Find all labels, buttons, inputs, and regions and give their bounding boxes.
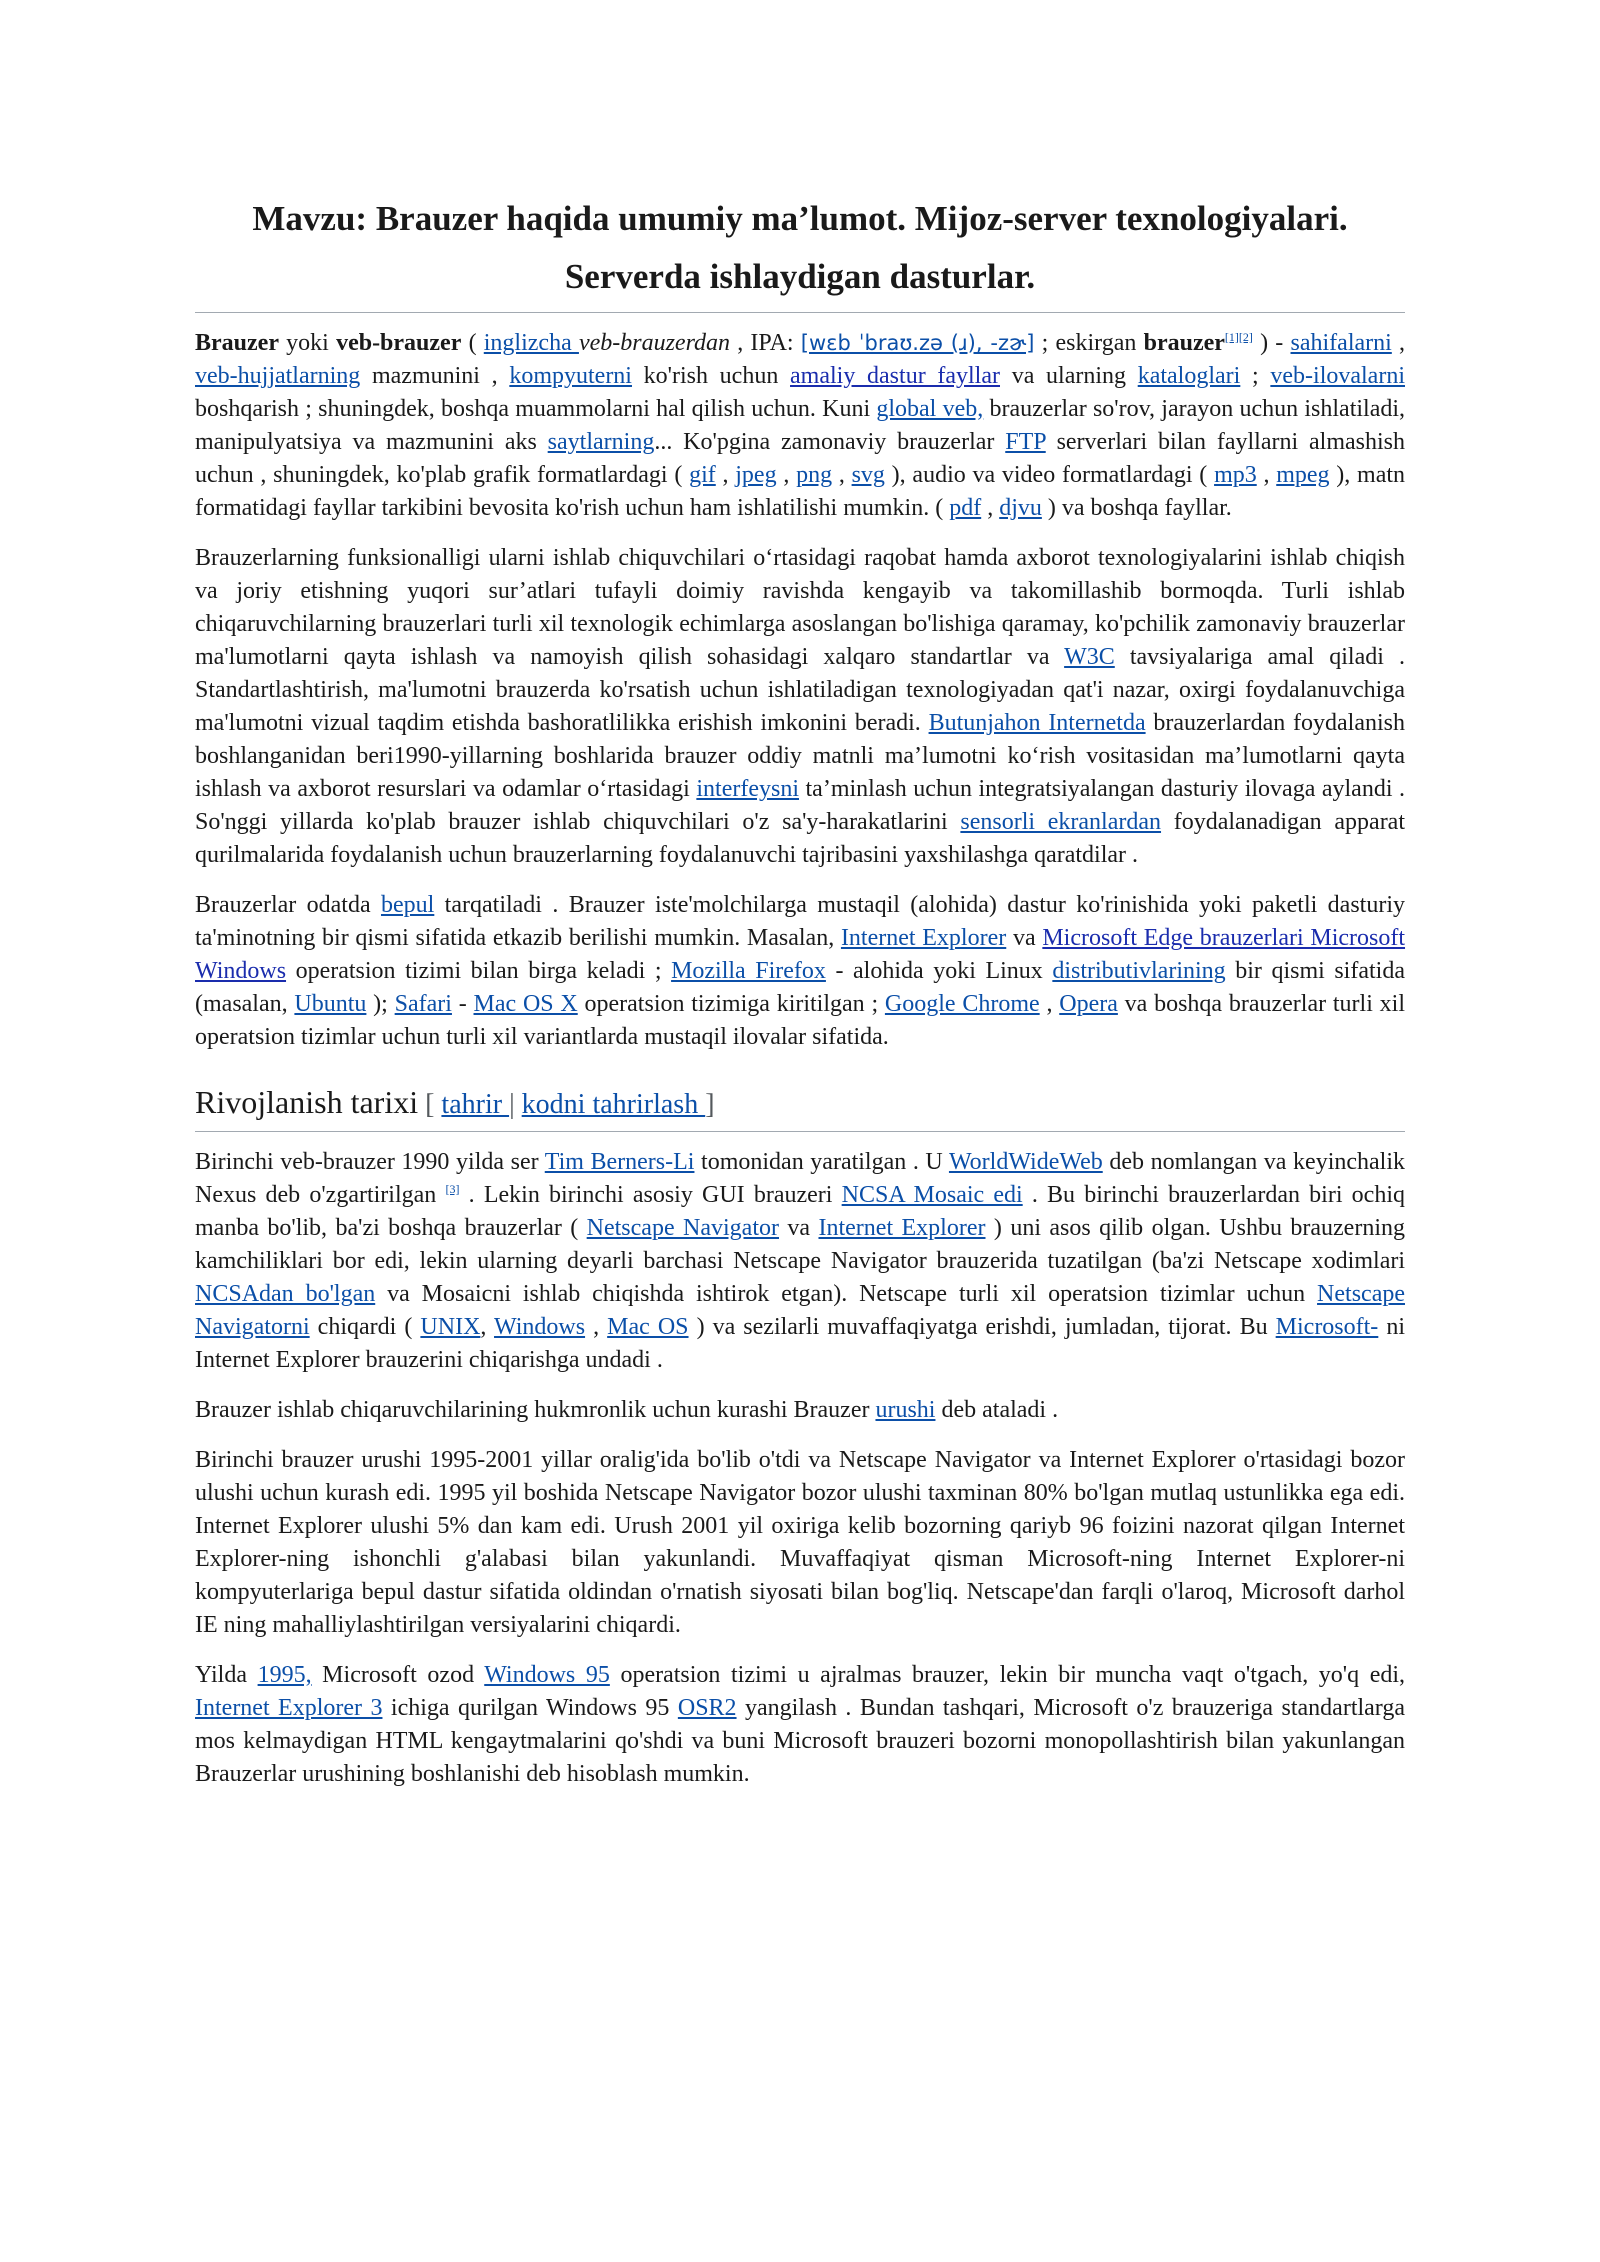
paragraph-browser-war [195,1394,1405,1427]
link-urushi[interactable]: urushi [875,1397,936,1423]
text: ) va boshqa fayllar. [1041,495,1232,521]
link-ftp[interactable]: FTP [1005,429,1046,455]
link-google-chrome[interactable]: Google Chrome [884,991,1040,1017]
title-line-2: Serverda ishlaydigan dasturlar. [564,257,1036,296]
text: ) va sezilarli muvaffaqiyatga erishdi, jumladan, tijorat. Bu [688,1314,1276,1340]
text: ), matn formatidagi fayllar tarkibini bevosita ko'rish uchun ham ishlatilishi mumkin. ( [195,462,1406,521]
link-interfeysni[interactable]: interfeysni [696,776,799,802]
link-mp3[interactable]: mp3 [1214,462,1257,488]
text: bir qismi sifatida (masalan, [195,958,1405,1017]
link-veb-ilovalarni[interactable]: veb-ilovalarni [1270,363,1405,389]
text: ; [1240,363,1271,389]
link-microsoft[interactable]: Microsoft- [1275,1314,1379,1340]
text: deb nomlangan va keyinchalik Nexus deb o'zgartirilgan [195,1149,1406,1208]
text: Microsoft ozod [311,1662,485,1688]
text: , [1256,462,1277,488]
link-ncsa-mosaic[interactable]: NCSA Mosaic edi [841,1182,1023,1208]
text: ta’minlash uchun integratsiyalangan dasturiy ilovaga aylandi . So'nggi yillarda ko'plab brauzer ishlab chiquvchilari o'z sa'y-harakatlarini [195,776,1405,835]
text: brauzerlar so'rov, jarayon uchun ishlatiladi, manipulyatsiya va mazmunini aks [195,396,1406,455]
text: foydalanadigan apparat qurilmalarida foydalanish uchun brauzerlarning foydalanuvchi tajribasini yaxshilashga qaratdilar . [195,809,1406,868]
edit-link[interactable]: tahrir [441,1089,510,1120]
link-mac-os-x[interactable]: Mac OS X [473,991,578,1017]
link-kompyuterni[interactable]: kompyuterni [509,363,632,389]
link-global-veb[interactable]: global veb, [876,396,984,422]
link-veb-hujjatlarning[interactable]: veb-hujjatlarning [195,363,361,389]
link-internet-explorer-3[interactable]: Internet Explorer 3 [195,1695,383,1721]
text: , [832,462,852,488]
text: - [451,991,474,1017]
text: , [776,462,797,488]
link-internet-explorer[interactable]: Internet Explorer [840,925,1007,951]
text: operatsion tizimi u ajralmas brauzer, lekin bir muncha vaqt o'tgach, yo'q edi, [609,1662,1406,1688]
text: , IPA: [730,330,801,356]
text: Brauzer ishlab chiqaruvchilarining hukmronlik uchun kurashi Brauzer [195,1397,876,1423]
section-heading-history [195,1082,1405,1125]
citation-3[interactable] [445,1182,459,1196]
link-windows-95[interactable]: Windows 95 [484,1662,610,1688]
citation-link[interactable]: [3] [445,1182,460,1196]
text: ... Ko'pgina zamonaviy brauzerlar [654,429,1006,455]
text: va Mosaicni ishlab chiqishda ishtirok etgan). Netscape turli xil operatsion tizimlar uchun [375,1281,1318,1307]
link-tim-berners-li[interactable]: Tim Berners-Li [544,1149,695,1175]
text: , [981,495,1000,521]
text: ) - [1252,330,1291,356]
link-opera[interactable]: Opera [1059,991,1118,1017]
link-inglizcha[interactable]: inglizcha [483,330,579,356]
text: ); [366,991,395,1017]
edit-source-link[interactable]: kodni tahrirlash [521,1089,706,1120]
paragraph-first-war [195,1444,1405,1642]
text: . Lekin birinchi asosiy GUI brauzeri [459,1182,842,1208]
title-divider [195,312,1405,313]
text: tomonidan yaratilgan . U [694,1149,949,1175]
link-saytlarning[interactable]: saytlarning [547,429,655,455]
paragraph-first-browser [195,1146,1405,1377]
text: boshqarish ; shuningdek, boshqa muammolarni hal qilish uchun. Kuni [195,396,877,422]
link-internet-explorer-2[interactable]: Internet Explorer [818,1215,986,1241]
paragraph-windows-95 [195,1659,1405,1791]
link-netscape-navigator[interactable]: Netscape Navigator [586,1215,779,1241]
term-brauzer-old: brauzer [1143,330,1225,356]
text: Brauzerlarning funksionalligi ularni ishlab chiquvchilari o‘rtasidagi raqobat hamda axborot texnologiyalarini ishlab chiqish va joriy etishning yuqori sur’atlari tufayli doimiy ravishda kengayib va takomillashib bormoqda. Turli ishlab chiqaruvchilarning brauzerlari turli xil texnologik echimlarga asoslangan bo'lishiga qaramay, ko'pchilik zamonaviy brauzerlar ma'lumotlarni qayta ishlash va namoyish qilish sohasidagi xalqaro standartlar va [195,545,1405,670]
link-mac-os[interactable]: Mac OS [607,1314,689,1340]
text: yangilash . Bundan tashqari, Microsoft o'z brauzeriga standartlarga mos kelmaydigan HTML kengaytmalarini qo'shdi va buni Microsoft brauzeri bozorni monopollashtirish bilan yakunlangan Brauzerlar urushining boshlanishi deb hisoblash mumkin. [195,1695,1406,1787]
link-w3c[interactable]: W3C [1064,644,1115,670]
edit-bracket-open: [ [418,1089,442,1120]
link-1995[interactable]: 1995, [257,1662,312,1688]
section-divider [195,1131,1405,1132]
text: mazmunini , [360,363,510,389]
text: tarqatiladi . Brauzer iste'molchilarga mustaqil (alohida) dastur ko'rinishida yoki paketli dasturiy ta'minotning bir qismi sifatida etkazib berilishi mumkin. Masalan, [195,892,1406,951]
text: yoki [278,330,337,356]
text: , [1039,991,1060,1017]
text: tavsiyalariga amal qiladi . Standartlashtirish, ma'lumotni brauzerda ko'rsatish uchun ishlatiladigan texnologiyadan qat'i nazar, oxirgi foydalanuvchiga ma'lumotni vizual taqdim etishda bashoratlilikka erishish imkonini beradi. [195,644,1405,736]
link-ncsadan[interactable]: NCSAdan bo'lgan [195,1281,376,1307]
text: ichiga qurilgan Windows 95 [382,1695,678,1721]
text: deb ataladi . [935,1397,1059,1423]
text: va [1006,925,1043,951]
link-ubuntu[interactable]: Ubuntu [294,991,367,1017]
term-veb-brauzer: veb-brauzer [336,330,462,356]
link-sensorli-ekranlardan[interactable]: sensorli ekranlardan [960,809,1162,835]
edit-separator: | [509,1089,522,1120]
citation-link[interactable]: [1][2] [1224,330,1253,344]
term-veb-brauzerdan: veb-brauzerdan [578,330,731,356]
text: operatsion tizimi bilan birga keladi ; [286,958,672,984]
text: Yilda [195,1662,258,1688]
link-distributivlarining[interactable]: distributivlarining [1052,958,1226,984]
text: ), audio va video formatlardagi ( [884,462,1215,488]
link-mpeg[interactable]: mpeg [1276,462,1330,488]
text: Brauzerlar odatda [195,892,381,918]
citation-1-2[interactable] [1225,330,1253,344]
text: ko'rish uchun [631,363,791,389]
text: chiqardi ( [309,1314,421,1340]
section-title: Rivojlanish tarixi [195,1084,419,1120]
paragraph-intro [195,327,1405,525]
paragraph-distribution [195,889,1405,1054]
link-sahifalarni[interactable]: sahifalarni [1290,330,1392,356]
title-line-1: Mavzu: Brauzer haqida umumiy ma’lumot. Mijoz-server texnologiyalari. [252,199,1348,238]
link-osr2[interactable]: OSR2 [677,1695,737,1721]
text: va ularning [1000,363,1138,389]
text: ( [461,330,484,356]
link-unix[interactable]: UNIX [420,1314,481,1340]
text: ni Internet Explorer brauzerini chiqarishga undadi . [195,1314,1406,1373]
text: ; eskirgan [1034,330,1144,356]
text: va [779,1215,819,1241]
link-ipa[interactable]: [wɛb ˈbraʊ.zə (ɹ), -zɚ] [800,331,1035,355]
link-netscape-navigatorni[interactable]: Netscape Navigatorni [195,1281,1405,1340]
text: , [585,1314,608,1340]
link-microsoft-edge[interactable]: Microsoft Edge brauzerlari Microsoft Windows [195,925,1406,984]
link-mozilla-firefox[interactable]: Mozilla Firefox [671,958,826,984]
link-djvu[interactable]: djvu [999,495,1042,521]
link-pdf[interactable]: pdf [949,495,982,521]
link-kataloglari[interactable]: kataloglari [1137,363,1241,389]
link-safari[interactable]: Safari [394,991,452,1017]
term-brauzer: Brauzer [195,330,279,356]
text: serverlari bilan fayllarni almashish uchun , shuningdek, ko'plab grafik formatlardagi ( [195,429,1405,488]
link-bepul[interactable]: bepul [380,892,435,918]
link-butunjahon-internetda[interactable]: Butunjahon Internetda [928,710,1146,736]
text: brauzerlardan foydalanish boshlanganidan beri1990-yillarning boshlarida brauzer oddiy matnli ma’lumotni ko‘rish vositasidan ma’lumotlarni qayta ishlash va axborot resurslari va odamlar o‘rtasidagi [195,710,1405,802]
text: Birinchi veb-brauzer 1990 yilda ser [195,1149,545,1175]
text: va boshqa brauzerlar turli xil operatsion tizimlar uchun turli xil variantlarda mustaqil ilovalar sifatida. [195,991,1406,1050]
link-amaliy-dastur-fayllar[interactable]: amaliy dastur fayllar [790,363,1000,389]
text: . Bu birinchi brauzerlardan biri ochiq manba bo'lib, ba'zi boshqa brauzerlar ( [195,1182,1405,1241]
text: - alohida yoki Linux [825,958,1053,984]
link-svg[interactable]: svg [851,462,885,488]
link-gif[interactable]: gif [689,462,716,488]
text: , [1391,330,1406,356]
edit-bracket-close: ] [705,1089,715,1120]
paragraph-functionality [195,542,1405,872]
text: operatsion tizimiga kiritilgan ; [577,991,885,1017]
text: ) uni asos qilib olgan. Ushbu brauzerning kamchiliklari bor edi, lekin ularning deyarli barchasi Netscape Navigator brauzerida tuzatilgan (ba'zi Netscape xodimlari [195,1215,1405,1274]
link-windows[interactable]: Windows [494,1314,586,1340]
link-png[interactable]: png [796,462,833,488]
text: Birinchi brauzer urushi 1995-2001 yillar oralig'ida bo'lib o'tdi va Netscape Navigator va Internet Explorer o'rtasidagi bozor ulushi uchun kurash edi. 1995 yil boshida Netscape Navigator bozor ulushi taxminan 80% bo'lgan mutlaq ustunlikka ega edi. Internet Explorer ulushi 5% dan kam edi. Urush 2001 yil oxiriga kelib bozorning qariyb 96 foizini nazorat qilgan Internet Explorer-ning ishonchli g'alabasi bilan yakunlandi. Muvaffaqiyat qisman Microsoft-ning Internet Explorer-ni kompyuterlariga bepul dastur sifatida oldindan o'rnatish siyosati bilan bog'liq. Netscape'dan farqli o'laroq, Microsoft darhol IE ning mahalliylashtirilgan versiyalarini chiqardi. [195,1447,1405,1638]
page-title [195,190,1405,306]
text: , [480,1314,495,1340]
link-jpeg[interactable]: jpeg [735,462,777,488]
link-worldwideweb[interactable]: WorldWideWeb [948,1149,1103,1175]
text: , [715,462,736,488]
